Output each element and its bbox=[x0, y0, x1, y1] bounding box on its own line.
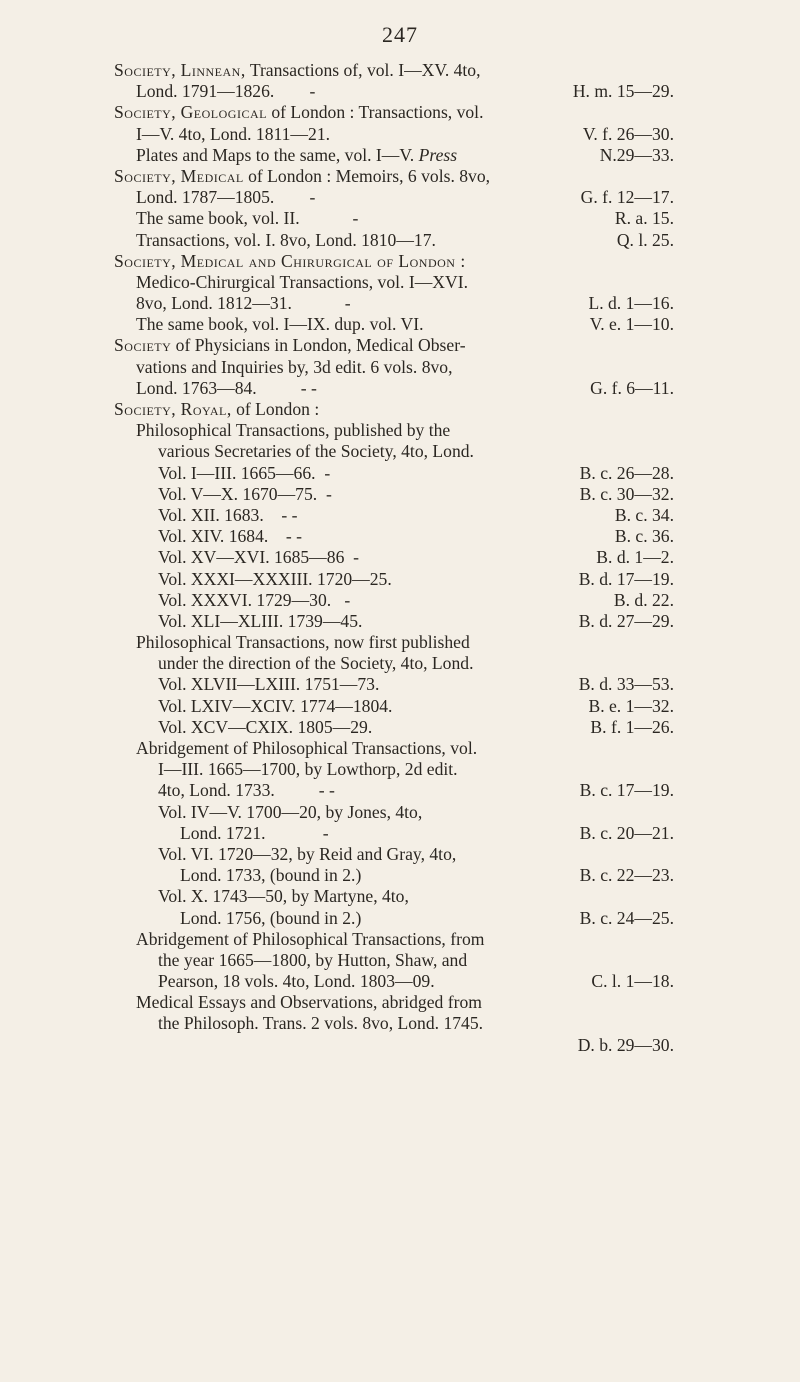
entry-text: of London : bbox=[231, 399, 320, 419]
leader-dash: - - bbox=[285, 526, 303, 547]
entry-name: Medical bbox=[180, 165, 244, 186]
shelf-mark: V. f. 26—30. bbox=[582, 123, 674, 144]
entry-text: The same book, vol. I—IX. dup. vol. VI. bbox=[136, 314, 424, 335]
shelf-mark: B. c. 20—21. bbox=[579, 822, 674, 843]
shelf-mark: B. c. 30—32. bbox=[579, 483, 674, 504]
catalogue-line bbox=[114, 802, 674, 823]
catalogue-line bbox=[114, 738, 674, 759]
entry-text: Abridgement of Philosophical Transactions, vol. bbox=[136, 738, 478, 758]
entry-text: I—V. 4to, Lond. 1811—21. bbox=[136, 123, 331, 144]
catalogue-line bbox=[114, 378, 674, 399]
catalogue-line bbox=[114, 950, 674, 971]
leader-dash: - - bbox=[281, 504, 298, 525]
catalogue-entry bbox=[114, 166, 674, 187]
entry-text: Pearson, 18 vols. 4to, Lond. 1803—09. bbox=[158, 971, 435, 992]
leader-dash: - - bbox=[318, 780, 335, 801]
catalogue-line bbox=[114, 187, 674, 208]
entry-heading: Society, bbox=[114, 165, 177, 186]
catalogue-entry bbox=[114, 335, 674, 356]
shelf-mark: B. c. 24—25. bbox=[579, 907, 674, 928]
shelf-mark: B. d. 22. bbox=[613, 589, 674, 610]
entry-name: Linnean, bbox=[180, 60, 246, 80]
shelf-mark: H. m. 15—29. bbox=[572, 81, 674, 102]
catalogue-line bbox=[114, 632, 674, 653]
catalogue-line bbox=[114, 908, 674, 929]
catalogue-line bbox=[114, 81, 674, 102]
catalogue-line bbox=[114, 971, 674, 992]
catalogue-entry bbox=[114, 102, 674, 123]
volume-label: Vol. XV—XVI. 1685—86 bbox=[158, 547, 345, 568]
entry-name: Geological bbox=[180, 102, 267, 123]
volume-line bbox=[114, 463, 674, 484]
volume-line bbox=[114, 526, 674, 547]
volume-label: Vol. XLI—XLIII. 1739—45. bbox=[158, 610, 363, 631]
shelf-mark: B. c. 17—19. bbox=[579, 780, 674, 801]
leader-dash: - bbox=[344, 589, 351, 610]
volume-label: Vol. XXXVI. 1729—30. bbox=[158, 589, 332, 610]
leader-dash: - bbox=[344, 293, 351, 314]
catalogue-line bbox=[114, 293, 674, 314]
volume-label: Vol. V—X. 1670—75. bbox=[158, 483, 318, 504]
volume-label: Vol. XXXI—XXXIII. 1720—25. bbox=[158, 568, 392, 589]
catalogue-entry bbox=[114, 399, 674, 420]
volume-line bbox=[114, 674, 674, 695]
volume-line bbox=[114, 696, 674, 717]
entry-text: the year 1665—1800, by Hutton, Shaw, and bbox=[158, 949, 468, 970]
shelf-mark: G. f. 6—11. bbox=[590, 377, 674, 398]
shelf-mark: B. f. 1—26. bbox=[590, 716, 674, 737]
page-number: 247 bbox=[382, 22, 418, 47]
shelf-mark: B. d. 17—19. bbox=[578, 568, 674, 589]
entry-text: Vol. X. 1743—50, by Martyne, 4to, bbox=[158, 886, 409, 907]
shelf-mark: B. e. 1—32. bbox=[588, 695, 674, 716]
shelf-mark: B. c. 22—23. bbox=[579, 865, 674, 886]
catalogue-line bbox=[114, 780, 674, 801]
catalogue-line bbox=[114, 145, 674, 166]
shelf-mark: D. b. 29—30. bbox=[577, 1034, 674, 1055]
entry-text: Lond. 1733, (bound in 2.) bbox=[180, 865, 362, 886]
catalogue-line bbox=[114, 653, 674, 674]
shelf-mark: R. a. 15. bbox=[614, 208, 674, 229]
entry-text: Lond. 1791—1826. bbox=[136, 81, 275, 102]
entry-text: Vol. VI. 1720—32, by Reid and Gray, 4to, bbox=[158, 843, 457, 864]
catalogue-line bbox=[114, 929, 674, 950]
entry-text: Philosophical Transactions, published by the bbox=[136, 420, 451, 441]
volume-line bbox=[114, 505, 674, 526]
leader-dash: - bbox=[353, 547, 360, 568]
shelf-mark: B. d. 1—2. bbox=[596, 547, 674, 568]
volume-line bbox=[114, 547, 674, 568]
entry-text: of London : Memoirs, 6 vols. 8vo, bbox=[243, 165, 491, 186]
shelf-mark: B. d. 27—29. bbox=[578, 610, 674, 631]
entry-text: I—III. 1665—1700, by Lowthorp, 2d edit. bbox=[158, 759, 458, 780]
shelf-mark: C. l. 1—18. bbox=[591, 971, 674, 992]
catalogue-line bbox=[114, 886, 674, 907]
leader-dash: - - bbox=[300, 377, 317, 398]
entry-text: Lond. 1721. bbox=[180, 822, 266, 843]
entry-heading: Society, bbox=[114, 250, 177, 271]
entry-text: Lond. 1787—1805. bbox=[136, 187, 275, 208]
entry-text: Vol. IV—V. 1700—20, by Jones, 4to, bbox=[158, 801, 423, 822]
catalogue-list bbox=[114, 60, 674, 1056]
volume-line bbox=[114, 569, 674, 590]
volume-line bbox=[114, 590, 674, 611]
volume-line bbox=[114, 717, 674, 738]
catalogue-line bbox=[114, 230, 674, 251]
catalogue-line bbox=[114, 357, 674, 378]
volume-label: Vol. I—III. 1665—66. bbox=[158, 462, 316, 483]
volume-label: Vol. XLVII—LXIII. 1751—73. bbox=[158, 674, 380, 695]
entry-heading: Society bbox=[114, 335, 172, 356]
catalogue-line bbox=[114, 1013, 674, 1034]
shelf-mark: B. c. 36. bbox=[614, 526, 674, 547]
entry-text: Abridgement of Philosophical Transactions, from bbox=[136, 928, 485, 949]
entry-name: Medical and Chirurgical of London : bbox=[180, 250, 466, 271]
entry-text: Philosophical Transactions, now first published bbox=[136, 632, 470, 653]
entry-heading: Society, bbox=[114, 102, 177, 123]
entry-name: Royal, bbox=[180, 399, 232, 419]
leader-dash: - bbox=[322, 822, 329, 843]
entry-text: various Secretaries of the Society, 4to, Lond. bbox=[158, 441, 474, 462]
volume-label: Vol. XII. 1683. bbox=[158, 504, 264, 525]
volume-line bbox=[114, 611, 674, 632]
leader-dash: - bbox=[325, 483, 332, 504]
shelf-mark: V. e. 1—10. bbox=[589, 314, 674, 335]
shelf-mark: N.29—33. bbox=[599, 144, 674, 165]
shelf-mark: G. f. 12—17. bbox=[580, 187, 674, 208]
catalogue-line bbox=[114, 1035, 674, 1056]
entry-text: 8vo, Lond. 1812—31. bbox=[136, 293, 292, 314]
press-label: Press bbox=[418, 144, 458, 165]
leader-dash: - bbox=[352, 208, 359, 229]
entry-text: Lond. 1763—84. bbox=[136, 377, 257, 398]
catalogue-entry bbox=[114, 251, 674, 272]
shelf-mark: B. c. 26—28. bbox=[579, 462, 674, 483]
catalogue-line bbox=[114, 441, 674, 462]
leader-dash: - bbox=[309, 187, 316, 208]
catalogue-line bbox=[114, 124, 674, 145]
shelf-mark: L. d. 1—16. bbox=[588, 293, 674, 314]
entry-heading: Society, bbox=[114, 399, 177, 419]
catalogue-line bbox=[114, 865, 674, 886]
catalogue-line bbox=[114, 844, 674, 865]
catalogue-line bbox=[114, 823, 674, 844]
entry-text: Plates and Maps to the same, vol. I—V. bbox=[136, 144, 415, 165]
entry-text: Medical Essays and Observations, abridged from bbox=[136, 992, 482, 1013]
entry-heading: Society, bbox=[114, 60, 177, 80]
entry-text: Medico-Chirurgical Transactions, vol. I—XVI. bbox=[136, 271, 468, 292]
entry-text: of Physicians in London, Medical Obser- bbox=[171, 335, 466, 356]
catalogue-line bbox=[114, 272, 674, 293]
catalogue-line bbox=[114, 314, 674, 335]
entry-text: Transactions, vol. I. 8vo, Lond. 1810—17. bbox=[136, 229, 436, 250]
catalogue-line bbox=[114, 420, 674, 441]
volume-label: Vol. XCV—CXIX. 1805—29. bbox=[158, 716, 373, 737]
entry-text: under the direction of the Society, 4to, Lond. bbox=[158, 653, 474, 674]
catalogue-line bbox=[114, 992, 674, 1013]
entry-text: The same book, vol. II. bbox=[136, 208, 300, 229]
catalogue-entry bbox=[114, 60, 674, 81]
entry-text: Transactions of, vol. I—XV. 4to, bbox=[245, 60, 481, 80]
shelf-mark: B. d. 33—53. bbox=[578, 674, 674, 695]
entry-text: 4to, Lond. 1733. bbox=[158, 780, 275, 801]
shelf-mark: Q. l. 25. bbox=[616, 229, 674, 250]
leader-dash: - bbox=[309, 81, 316, 102]
catalogue-line bbox=[114, 208, 674, 229]
volume-line bbox=[114, 484, 674, 505]
entry-text: vations and Inquiries by, 3d edit. 6 vols. 8vo, bbox=[136, 356, 453, 377]
entry-text: of London : Transactions, vol. bbox=[266, 102, 484, 123]
shelf-mark: B. c. 34. bbox=[614, 504, 674, 525]
leader-dash: - bbox=[324, 462, 331, 483]
volume-label: Vol. LXIV—XCIV. 1774—1804. bbox=[158, 695, 393, 716]
entry-text: Lond. 1756, (bound in 2.) bbox=[180, 907, 362, 928]
volume-label: Vol. XIV. 1684. bbox=[158, 526, 269, 547]
catalogue-line bbox=[114, 759, 674, 780]
entry-text: the Philosoph. Trans. 2 vols. 8vo, Lond. 1745. bbox=[158, 1013, 484, 1034]
